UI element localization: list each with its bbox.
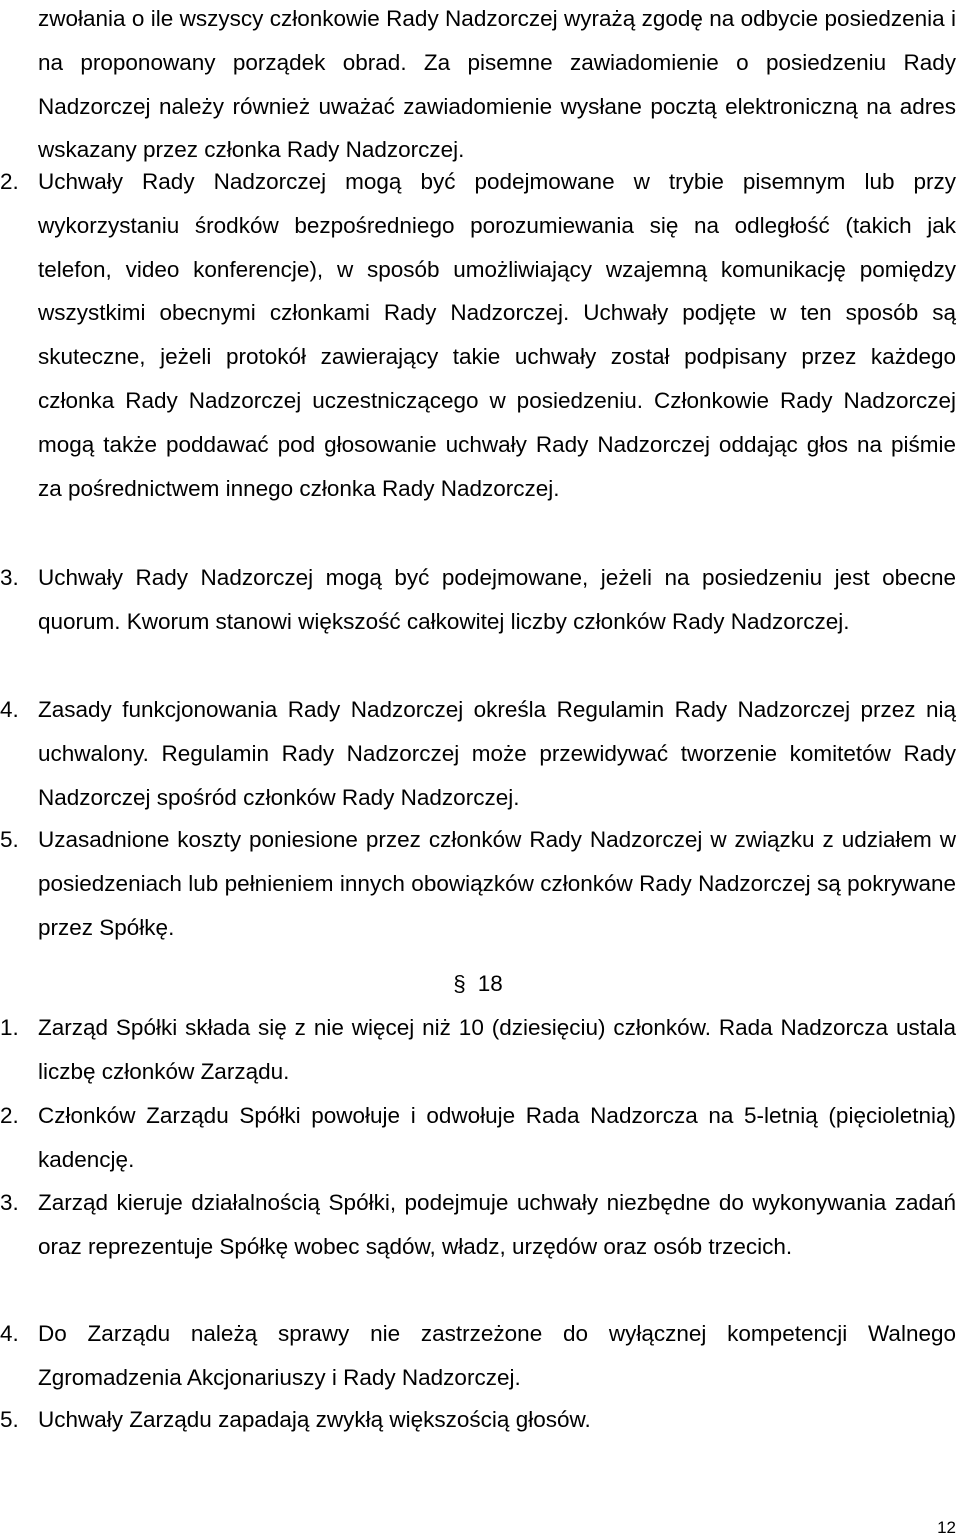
item-number: 5. [0,827,19,852]
item-text: Zarząd Spółki składa się z nie więcej niż 10 (dziesięciu) członków. Rada Nadzorcza ustala liczbę członków Zarządu. [38,1015,956,1084]
item-text: Zarząd kieruje działalnością Spółki, podejmuje uchwały niezbędne do wykonywania zadań oraz reprezentuje Spółkę wobec sądów, władz, urzędów oraz osób trzecich. [38,1190,956,1259]
continuation-paragraph: zwołania o ile wszyscy członkowie Rady Nadzorczej wyrażą zgodę na odbycie posiedzenia i na proponowany porządek obrad. Za pisemne zawiadomienie o posiedzeniu Rady Nadzorczej należy również uważać zawiadomienie wysłane pocztą elektroniczną na adres wskazany przez członka Rady Nadzorczej. [38,6,956,163]
item-number: 3. [0,565,19,590]
item-number: 4. [0,1321,19,1346]
item-number: 3. [0,1190,19,1215]
page-number: 12 [937,1518,956,1537]
item-number: 5. [0,1407,19,1432]
item-number: 2. [0,169,19,194]
item-text: Uchwały Rady Nadzorczej mogą być podejmowane, jeżeli na posiedzeniu jest obecne quorum. Kworum stanowi większość całkowitej liczby członków Rady Nadzorczej. [38,565,956,634]
item-number: 1. [0,1015,19,1040]
item-number: 4. [0,697,19,722]
item-text: Zasady funkcjonowania Rady Nadzorczej określa Regulamin Rady Nadzorczej przez nią uchwalony. Regulamin Rady Nadzorczej może przewidywać tworzenie komitetów Rady Nadzorczej spośród członków Rady Nadzorczej. [38,697,956,810]
item-text: Do Zarządu należą sprawy nie zastrzeżone do wyłącznej kompetencji Walnego Zgromadzenia Akcjonariuszy i Rady Nadzorczej. [38,1321,956,1390]
item-number: 2. [0,1103,19,1128]
section-number: 18 [477,971,503,996]
item-text: Uzasadnione koszty poniesione przez członków Rady Nadzorczej w związku z udziałem w posiedzeniach lub pełnieniem innych obowiązków członków Rady Nadzorczej są pokrywane przez Spółkę. [38,827,956,940]
item-text: Uchwały Rady Nadzorczej mogą być podejmowane w trybie pisemnym lub przy wykorzystaniu środków bezpośredniego porozumiewania się na odległość (takich jak telefon, video konferencje), w sposób umożliwiający wzajemną komunikację pomiędzy wszystkimi obecnymi członkami Rady Nadzorczej. Uchwały podjęte w ten sposób są skuteczne, jeżeli protokół zawierający takie uchwały został podpisany przez każdego członka Rady Nadzorczej uczestniczącego w posiedzeniu. Członkowie Rady Nadzorczej mogą także poddawać pod głosowanie uchwały Rady Nadzorczej oddając głos na piśmie za pośrednictwem innego członka Rady Nadzorczej. [38,169,956,501]
item-text: Członków Zarządu Spółki powołuje i odwołuje Rada Nadzorcza na 5-letnią (pięcioletnią) kadencję. [38,1103,956,1172]
item-text: Uchwały Zarządu zapadają zwykłą większością głosów. [38,1407,591,1432]
section-heading [0,962,956,1006]
section-symbol: § [453,971,466,996]
